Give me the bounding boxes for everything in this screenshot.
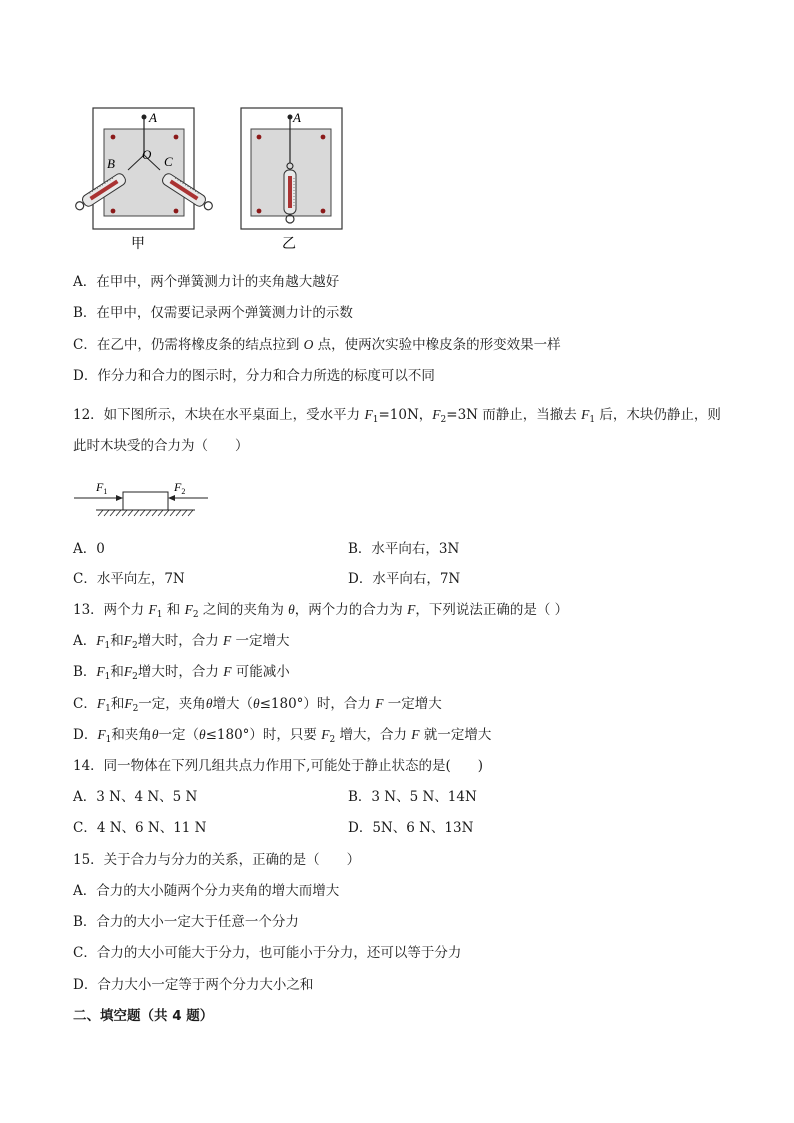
- q15-option-a: A．合力的大小随两个分力夹角的增大而增大: [73, 883, 340, 899]
- q14-option-d: D．5N、6 N、13N: [348, 820, 474, 836]
- q11-option-d: D．作分力和合力的图示时，分力和合力所选的标度可以不同: [73, 368, 435, 384]
- q13-option-c: C．$F_1$和$F_2$一定，夹角θ增大（θ≤180°）时，合力 F 一定增大: [73, 696, 442, 714]
- section-heading-fill-in: 二、填空题（共 4 题）: [73, 1008, 214, 1024]
- caption-yi: 乙: [282, 236, 296, 252]
- q13-option-d: D．$F_1$和夹角θ一定（θ≤180°）时，只要 $F_2$ 增大，合力 F 就一定增大: [73, 727, 492, 745]
- q15-option-d: D．合力大小一定等于两个分力大小之和: [73, 977, 314, 993]
- q12-stem-line1: [73, 403, 721, 425]
- q15-option-c: C．合力的大小可能大于分力，也可能小于分力，还可以等于分力: [73, 945, 462, 961]
- caption-jia: 甲: [131, 236, 145, 252]
- experiment-figures: [0, 0, 794, 260]
- fig-f1-label: $F_1$: [96, 480, 108, 496]
- q12-option-b: B．水平向右，3N: [348, 541, 460, 557]
- q14-option-b: B．3 N、5 N、14N: [348, 789, 477, 805]
- label-c: C: [164, 154, 173, 169]
- label-o: O: [142, 147, 152, 162]
- q13-option-b: B．$F_1$和$F_2$增大时，合力 F 可能减小: [73, 664, 290, 682]
- q12-option-d: D．水平向右，7N: [348, 571, 461, 587]
- q12-f1: F: [364, 407, 373, 422]
- q12-sub2: 2: [440, 415, 447, 425]
- label-a-jia: A: [149, 110, 157, 125]
- label-a-yi: A: [293, 110, 301, 125]
- q11-c-post: 点，使两次实验中橡皮条的形变效果一样: [313, 337, 561, 353]
- q15-option-b: B．合力的大小一定大于任意一个分力: [73, 914, 299, 930]
- q11-option-b: B．在甲中，仅需要记录两个弹簧测力计的示数: [73, 305, 353, 321]
- q12-stem-line2: 此时木块受的合力为（ ）: [73, 438, 249, 454]
- q12-p3: =3N 而静止，当撤去: [446, 407, 582, 423]
- label-b: B: [107, 156, 115, 171]
- q12-block-diagram: [70, 478, 220, 518]
- q14-stem: 14．同一物体在下列几组共点力作用下,可能处于静止状态的是( ): [73, 758, 484, 774]
- q11-option-a: A．在甲中，两个弹簧测力计的夹角越大越好: [73, 274, 340, 290]
- fig-f2-label: $F_2$: [174, 480, 186, 496]
- q13-stem: 13．两个力 $F_1$ 和 $F_2$ 之间的夹角为 θ，两个力的合力为 F，下列说法正确的是（ ）: [73, 602, 569, 620]
- q14-option-a: A．3 N、4 N、5 N: [73, 789, 198, 805]
- q12-sub1: 1: [372, 415, 379, 425]
- q12-p2: =10N，: [378, 407, 433, 423]
- q14-option-c: C．4 N、6 N、11 N: [73, 820, 207, 836]
- q12-p4: 后，木块仍静止，则: [595, 407, 721, 423]
- q15-stem: 15．关于合力与分力的关系，正确的是（ ）: [73, 852, 361, 868]
- q12-sub3: 1: [589, 415, 596, 425]
- q11-c-var: O: [303, 337, 314, 352]
- q12-f2: F: [432, 407, 441, 422]
- q13-option-a: A．$F_1$和$F_2$增大时，合力 F 一定增大: [73, 633, 290, 651]
- q11-option-c: [73, 333, 561, 353]
- figure-jia: [73, 108, 215, 252]
- figure-yi: [241, 108, 342, 252]
- q12-option-a: A．0: [73, 541, 105, 557]
- q12-p1: 12．如下图所示，木块在水平桌面上，受水平力: [73, 407, 365, 423]
- q12-f3: F: [581, 407, 590, 422]
- q11-c-pre: C．在乙中，仍需将橡皮条的结点拉到: [73, 337, 304, 353]
- q12-option-c: C．水平向左，7N: [73, 571, 185, 587]
